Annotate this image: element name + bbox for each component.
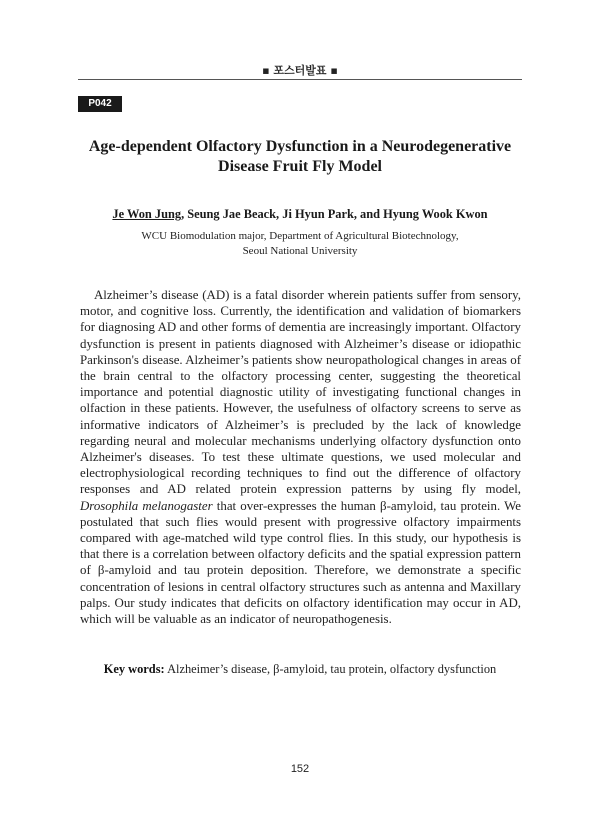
affiliation-line-2: Seoul National University xyxy=(242,245,358,257)
affiliation xyxy=(78,229,522,259)
header-divider xyxy=(78,79,522,80)
paper-title xyxy=(78,137,522,177)
keywords-label: Key words: xyxy=(103,662,165,676)
presenting-author: Je Won Jung xyxy=(112,207,182,221)
page-number: 152 xyxy=(290,763,310,775)
poster-code-badge: P042 xyxy=(78,96,122,112)
keywords-text: Alzheimer’s disease, β-amyloid, tau protein, olfactory dysfunction xyxy=(164,662,497,676)
affiliation-line-1: WCU Biomodulation major, Department of Agricultural Biotechnology, xyxy=(141,230,459,242)
abstract-part-1: Alzheimer’s disease (AD) is a fatal disorder wherein patients suffer from sensory, motor, and cognitive loss. Currently, the identification and validation of biomarkers for diagnosing AD and other forms of dementia are increasingly important. Olfactory dysfunction is present in patients diagnosed with Alzheimer’s disease or idiopathic Parkinson's disease. Alzheimer’s patients show neuropathological changes in areas of the brain central to the olfactory processing center, suggesting the theoretical importance and potential diagnostic utility of investigating functional changes in olfaction in these patients. However, the usefulness of olfactory screens to serve as informative indicators of Alzheimer’s is precluded by the lack of knowledge regarding neural and molecular mechanisms underlying olfactory dysfunction onto Alzheimer's diseases. To test these ultimate questions, we used molecular and electrophysiological recording techniques to find out the difference of olfactory responses and AD related protein expression patterns by using fly model, xyxy=(80,288,521,497)
author-list xyxy=(78,207,522,222)
co-authors: , Seung Jae Beack, Ji Hyun Park, and Hyung Wook Kwon xyxy=(181,207,488,221)
species-name: Drosophila melanogaster xyxy=(80,498,213,513)
abstract-part-2: that over-expresses the human β-amyloid, tau protein. We postulated that such flies would present with progressive olfactory impairments compared with age-matched wild type control flies. In this study, our hypothesis is that there is a correlation between olfactory deficits and the spatial expression pattern of β-amyloid and tau protein deposition. Therefore, we demonstrate a specific concentration of lesions in central olfactory structures such as antenna and Maxillary palps. Our study indicates that deficits on olfactory identification may occur in AD, which will be valuable as an indicator of neuropathogenesis. xyxy=(80,498,521,627)
keywords xyxy=(78,662,522,677)
title-line-2: Disease Fruit Fly Model xyxy=(218,158,382,175)
abstract-body xyxy=(80,287,521,627)
title-line-1: Age-dependent Olfactory Dysfunction in a Neurodegenerative xyxy=(88,138,512,155)
section-header: ▪ 포스터발표 ▪ xyxy=(262,64,338,77)
